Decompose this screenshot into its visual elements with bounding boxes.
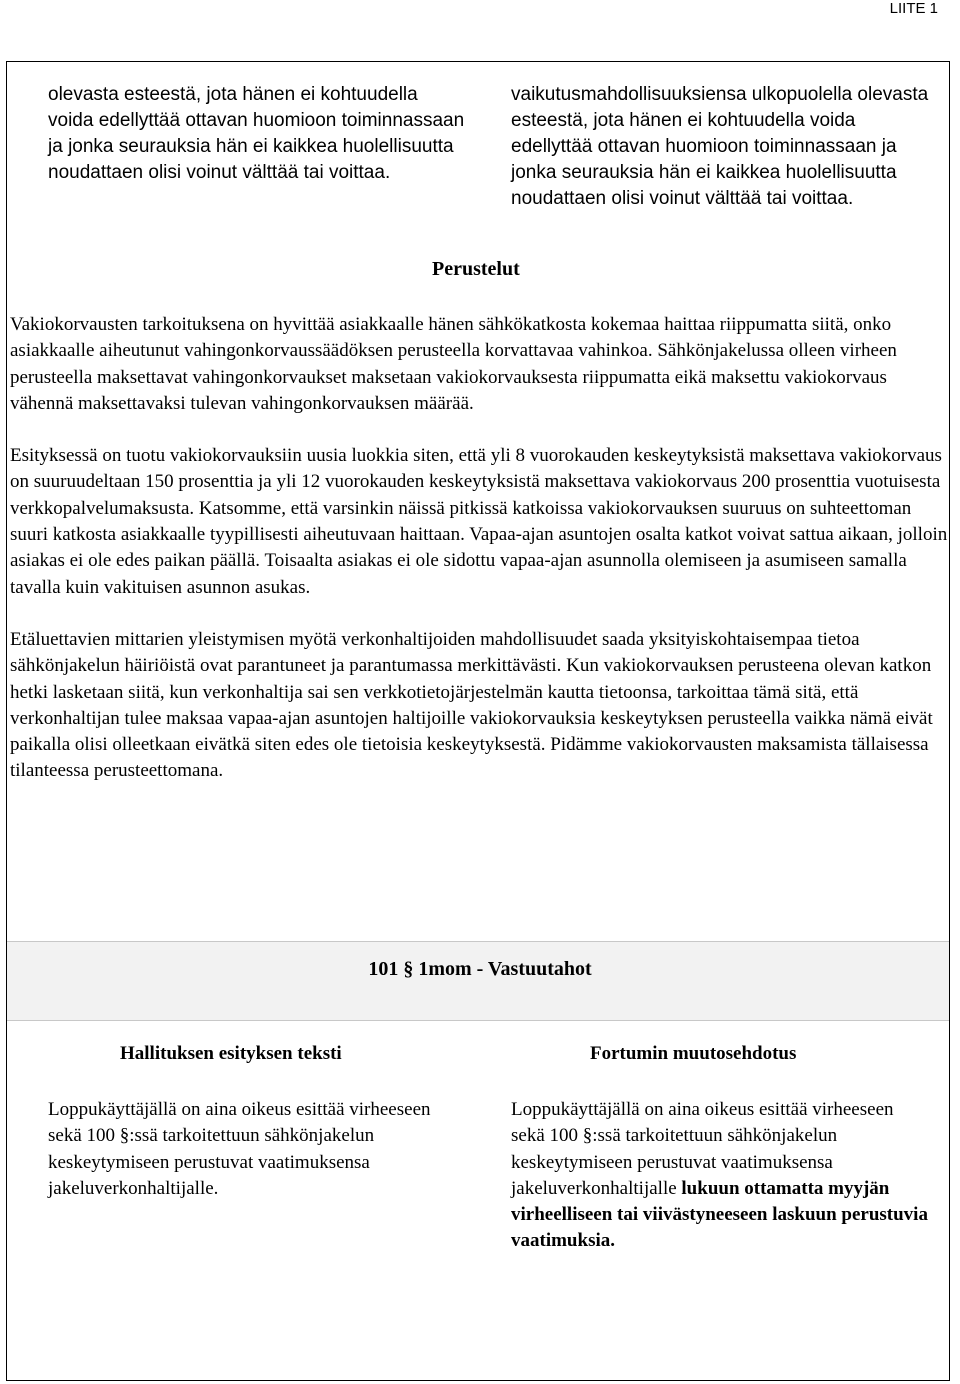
perustelut-heading: Perustelut bbox=[432, 258, 520, 280]
fortum-proposal-text bbox=[511, 1097, 931, 1255]
section-title: 101 § 1mom - Vastuutahot bbox=[368, 958, 592, 980]
paragraph: Vakiokorvausten tarkoituksena on hyvittää asiakkaalle hänen sähkökatkosta kokemaa haittaa riippumatta siitä, onko asiakkaalle aiheutunut vahingonkorvaussäädöksen perusteella korvattavaa vahinkoa. Sähkönjakelussa olleen virheen perusteella maksettavat vahingonkorvaukset maksetaan vakiokorvauksesta riippumatta eikä maksettu vakiokorvaus vähennä maksettavaksi tulevan vahingonkorvauksen määrää. bbox=[10, 314, 897, 414]
paragraph: Esityksessä on tuotu vakiokorvauksiin uusia luokkia siten, että yli 8 vuorokauden keskeytyksistä maksettava vakiokorvaus on suuruudeltaan 150 prosenttia ja yli 12 vuorokauden keskeytyksistä maksettava vakiokorvaus 200 prosenttia vuotuisesta verkkopalvelumaksusta. Katsomme, että varsinkin näissä pitkissä katkoissa vakiokorvauksen suuruus on suhteettoman suuri katkosta asiakkaalle tyypillisesti aiheutuvaan haittaan. Vapaa-ajan asuntojen osalta katkot voivat sattua aikaan, jolloin asiakas ei ole edes paikan päällä. Toisaalta asiakas ei ole sidottu vapaa-ajan asunnolla olemiseen ja asumiseen samalla tavalla kuin vakituisen asunnon asukas. bbox=[10, 445, 948, 598]
top-right-text: vaikutusmahdollisuuksiensa ulkopuolella olevasta esteestä, jota hänen ei kohtuudella voida edellyttää ottavan huomioon toiminnassaan ja jonka seurauksia hän ei kaikkea huolellisuutta noudattaen olisi voinut välttää tai voittaa. bbox=[511, 84, 929, 209]
top-left-text: olevasta esteestä, jota hänen ei kohtuudella voida edellyttää ottavan huomioon toiminnassaan ja jonka seurauksia hän ei kaikkea huolellisuutta noudattaen olisi voinut välttää tai voittaa. bbox=[48, 84, 465, 183]
paragraph: Etäluettavien mittarien yleistymisen myötä verkonhaltijoiden mahdollisuudet saada yksityiskohtaisempaa tietoa sähkönjakelun häiriöistä ovat parantuneet ja parantumassa merkittävästi. Kun vakiokorvauksen perusteena olevan katkon hetki lasketaan siitä, kun verkonhaltija sai sen verkkotietojärjestelmän kautta tietoonsa, tarkoittaa tämä sitä, että verkonhaltijan tulee maksaa vapaa-ajan asuntojen haltijoille vakiokorvauksia keskeytyksen perusteella vaikka nämä eivät paikalla olisi olleetkaan eivätkä siten edes ole tietoisia keskeytyksestä. Pidämme vakiokorvausten maksamista tällaisessa tilanteessa perusteettomana. bbox=[10, 628, 933, 782]
proposal-bold-text: lukuun ottamatta myyjän virheelliseen tai viivästyneeseen laskuun perustuvia vaatimuksia. bbox=[511, 1177, 928, 1252]
page-tag: LIITE 1 bbox=[889, 0, 938, 17]
proposal-plain-text: Loppukäyttäjällä on aina oikeus esittää virheeseen sekä 100 §:ssä tarkoitettuun sähkönjakelun keskeytymiseen perustuvat vaatimuksensa jakeluverkonhaltijalle bbox=[511, 1099, 894, 1199]
right-column-heading: Fortumin muutosehdotus bbox=[590, 1043, 797, 1064]
perustelut-body bbox=[10, 312, 950, 811]
government-text: Loppukäyttäjällä on aina oikeus esittää virheeseen sekä 100 §:ssä tarkoitettuun sähkönjakelun keskeytymiseen perustuvat vaatimuksensa jakeluverkonhaltijalle. bbox=[48, 1099, 431, 1199]
left-column-heading: Hallituksen esityksen teksti bbox=[120, 1043, 342, 1064]
